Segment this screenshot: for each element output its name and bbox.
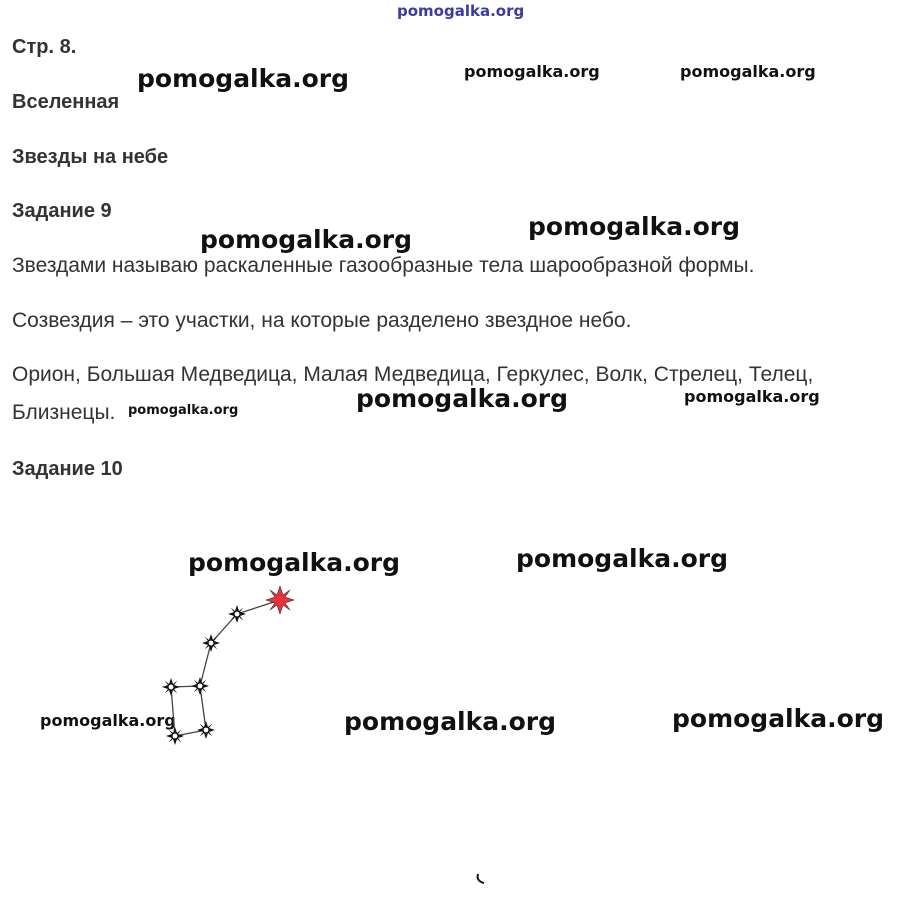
watermark: pomogalka.org bbox=[516, 544, 729, 573]
task10-title: Задание 10 bbox=[12, 458, 123, 480]
watermark: pomogalka.org bbox=[464, 62, 600, 81]
watermark: pomogalka.org bbox=[680, 62, 816, 81]
top-watermark: pomogalka.org bbox=[397, 2, 525, 20]
subsection-title: Звезды на небе bbox=[12, 146, 169, 168]
star-icon bbox=[202, 634, 220, 652]
watermark: pomogalka.org bbox=[40, 711, 176, 730]
task9-title: Задание 9 bbox=[12, 200, 112, 222]
watermark: pomogalka.org bbox=[672, 704, 885, 733]
section-title: Вселенная bbox=[12, 91, 120, 113]
star-icon bbox=[162, 678, 180, 696]
watermark: pomogalka.org bbox=[137, 64, 350, 93]
star-icon bbox=[166, 727, 184, 745]
watermark: pomogalka.org bbox=[356, 384, 569, 413]
watermark: pomogalka.org bbox=[128, 403, 239, 418]
watermark: pomogalka.org bbox=[684, 387, 820, 406]
task9-answer-1: Звездами называю раскаленные газообразные тела шарообразной формы. bbox=[12, 254, 755, 277]
page-label: Стр. 8. bbox=[12, 36, 77, 58]
watermark: pomogalka.org bbox=[344, 707, 557, 736]
star-icon bbox=[228, 605, 246, 623]
watermark: pomogalka.org bbox=[188, 548, 401, 577]
pole-star-icon bbox=[266, 586, 294, 614]
page-mark-icon bbox=[478, 874, 484, 883]
task9-answer-3a: Орион, Большая Медведица, Малая Медведица, Геркулес, Волк, Стрелец, Телец, bbox=[12, 363, 814, 386]
watermark: pomogalka.org bbox=[528, 212, 741, 241]
task9-answer-2: Созвездия – это участки, на которые разделено звездное небо. bbox=[12, 309, 632, 332]
watermark: pomogalka.org bbox=[200, 225, 413, 254]
constellation-lines bbox=[171, 600, 280, 736]
star-icon bbox=[197, 721, 215, 739]
star-icon bbox=[191, 677, 209, 695]
task9-answer-3b: Близнецы. bbox=[12, 401, 116, 424]
